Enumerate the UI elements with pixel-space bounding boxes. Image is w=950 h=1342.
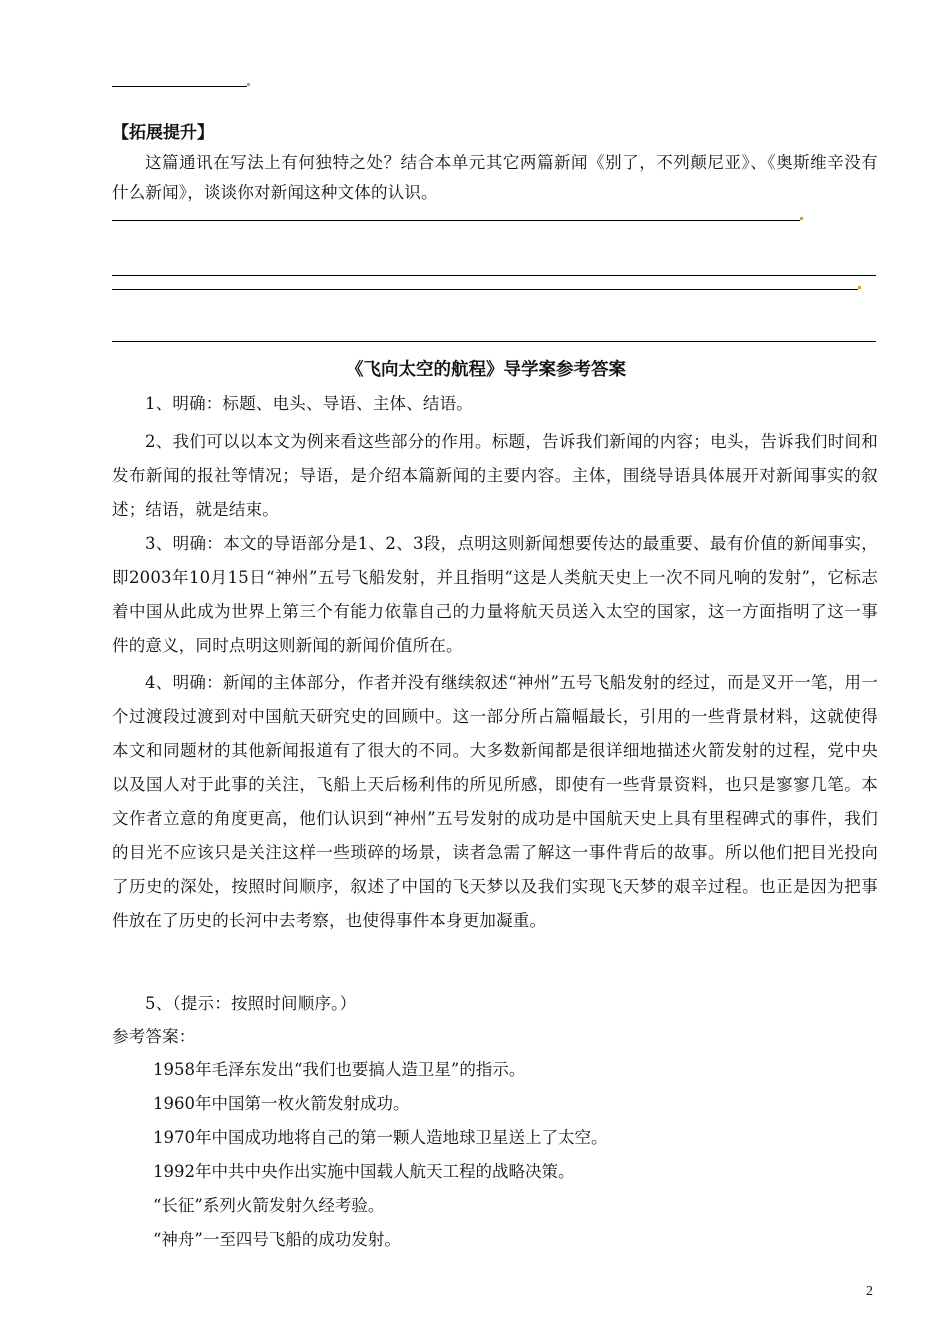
answer-blank-line [112,341,876,342]
answer-2: 2、我们可以以本文为例来看这些部分的作用。标题，告诉我们新闻的内容；电头，告诉我们时间和发布新闻的报社等情况；导语，是介绍本篇新闻的主要内容。主体，围绕导语具体展开对新闻事实的叙述；结语，就是结束。 [112,432,878,519]
list-item: 1970年中国成功地将自己的第一颗人造地球卫星送上了太空。 [153,1128,608,1147]
format-mark [800,217,803,220]
answer-5: 5、（提示：按照时间顺序。） [145,994,357,1013]
page-number: 2 [866,1284,873,1299]
answer-blank-line [112,275,876,276]
list-item: 1960年中国第一枚火箭发射成功。 [153,1094,410,1113]
section-heading: 【拓展提升】 [112,123,214,143]
answer-blank-line [112,289,858,290]
answer-key-title: 《飞向太空的航程》导学案参考答案 [346,360,626,380]
list-item: 1958年毛泽东发出“我们也要搞人造卫星”的指示。 [153,1060,526,1079]
extension-question: 这篇通讯在写法上有何独特之处？结合本单元其它两篇新闻《别了，不列颠尼亚》、《奥斯维辛没有什么新闻》，谈谈你对新闻这种文体的认识。 [112,153,878,202]
reference-answer-label: 参考答案： [112,1027,196,1046]
format-mark [858,286,861,289]
answer-blank-line [112,220,800,221]
list-item: “长征”系列火箭发射久经考验。 [153,1196,385,1215]
list-item: 1992年中共中央作出实施中国载人航天工程的战略决策。 [153,1162,575,1181]
reference-answer-list [153,1055,608,1259]
list-item: “神舟”一至四号飞船的成功发射。 [153,1230,401,1249]
answer-blank-line [112,86,247,87]
answer-4: 4、明确：新闻的主体部分，作者并没有继续叙述“神州”五号飞船发射的经过，而是叉开一笔，用一个过渡段过渡到对中国航天研究史的回顾中。这一部分所占篇幅最长，引用的一些背景材料，这就使得本文和同题材的其他新闻报道有了很大的不同。大多数新闻都是很详细地描述火箭发射的过程，党中央以及国人对于此事的关注，飞船上天后杨利伟的所见所感，即使有一些背景资料，也只是寥寥几笔。本文作者立意的角度更高，他们认识到“神州”五号发射的成功是中国航天史上具有里程碑式的事件，我们的目光不应该只是关注这样一些琐碎的场景，读者急需了解这一事件背后的故事。所以他们把目光投向了历史的深处，按照时间顺序，叙述了中国的飞天梦以及我们实现飞天梦的艰辛过程。也正是因为把事件放在了历史的长河中去考察，也使得事件本身更加凝重。 [112,673,878,930]
format-mark [247,83,250,86]
answer-1: 1、明确：标题、电头、导语、主体、结语。 [145,394,473,413]
answer-3: 3、明确：本文的导语部分是1、2、3段，点明这则新闻想要传达的最重要、最有价值的新闻事实，即2003年10月15日“神州”五号飞船发射，并且指明“这是人类航天史上一次不同凡响的发射”，它标志着中国从此成为世界上第三个有能力依靠自己的力量将航天员送入太空的国家，这一方面指明了这一事件的意义，同时点明这则新闻的新闻价值所在。 [112,534,878,655]
